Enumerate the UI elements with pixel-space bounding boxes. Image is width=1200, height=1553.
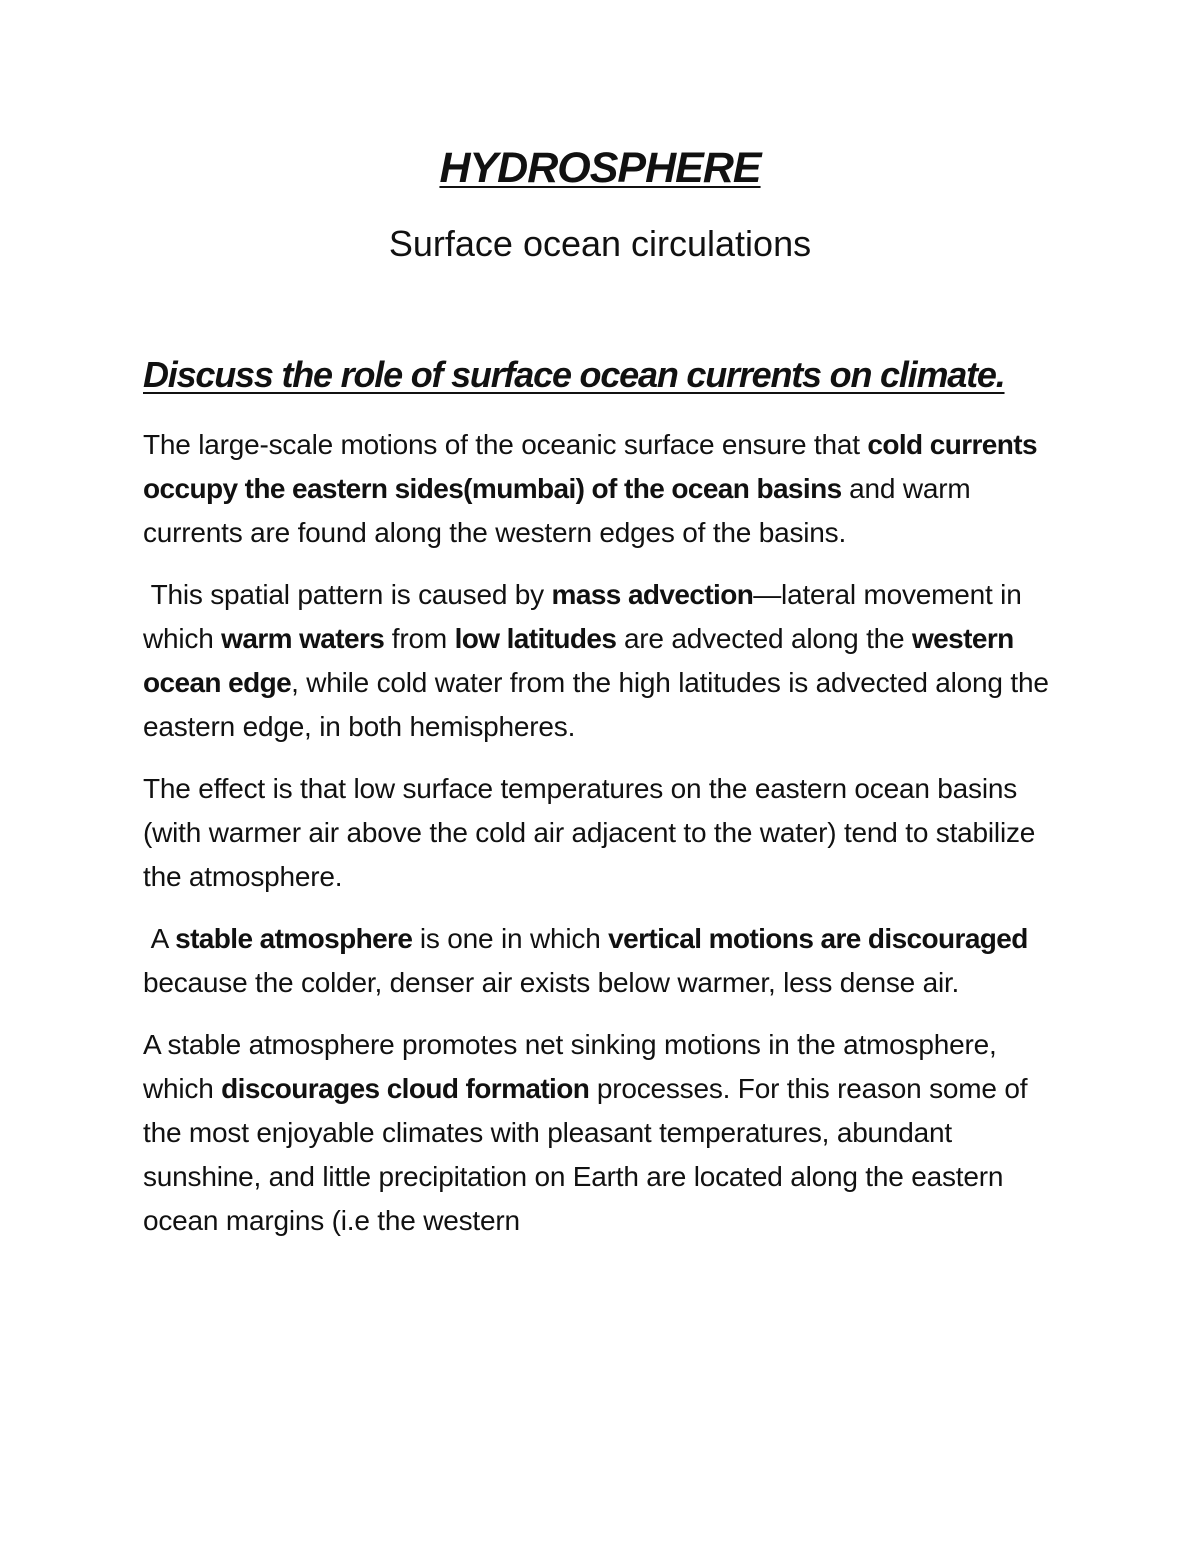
text-run: are advected along the [616,623,912,654]
paragraph-3 [143,767,1073,899]
text-run: A [143,923,176,954]
question-heading: Discuss the role of surface ocean currents on climate. [143,354,1005,395]
document-body [143,346,1073,1261]
bold-text-run: stable atmosphere [175,923,413,954]
text-run: This spatial pattern is caused by [143,579,552,610]
text-run: from [384,623,455,654]
text-run: and warm currents are found along the western edges of the basins. [143,473,971,548]
bold-text-run: low latitudes [454,623,617,654]
bold-text-run: vertical motions are discouraged [608,923,1028,954]
bold-text-run: warm waters [221,623,385,654]
text-run: because the colder, denser air exists below warmer, less dense air. [143,967,960,998]
bold-text-run: discourages cloud formation [221,1073,590,1104]
text-run: processes. For this reason some of the most enjoyable climates with pleasant temperatures, abundant sunshine, and little precipitation on Earth are located along the eastern ocean margins (i.e the western [143,1073,1028,1236]
bold-text-run: cold currents occupy the eastern sides(mumbai) of the ocean basins [143,429,1037,504]
bold-text-run: mass advection [551,579,754,610]
paragraph-1 [143,423,1073,555]
document-title: HYDROSPHERE [439,144,761,192]
text-run: The effect is that low surface temperatures on the eastern ocean basins (with warmer air above the cold air adjacent to the water) tend to stabilize the atmosphere. [143,773,1036,892]
text-run: The large-scale motions of the oceanic surface ensure that [143,429,868,460]
paragraph-4 [143,917,1073,1005]
paragraph-2 [143,573,1073,749]
text-run: , while cold water from the high latitudes is advected along the eastern edge, in both hemispheres. [143,667,1049,742]
text-run: —lateral movement in which [143,579,1022,654]
paragraph-5 [143,1023,1073,1243]
bold-text-run: western ocean edge [143,623,1014,698]
document-subtitle: Surface ocean circulations [388,223,812,264]
text-run: is one in which [412,923,609,954]
text-run: A stable atmosphere promotes net sinking motions in the atmosphere, which [143,1029,997,1104]
